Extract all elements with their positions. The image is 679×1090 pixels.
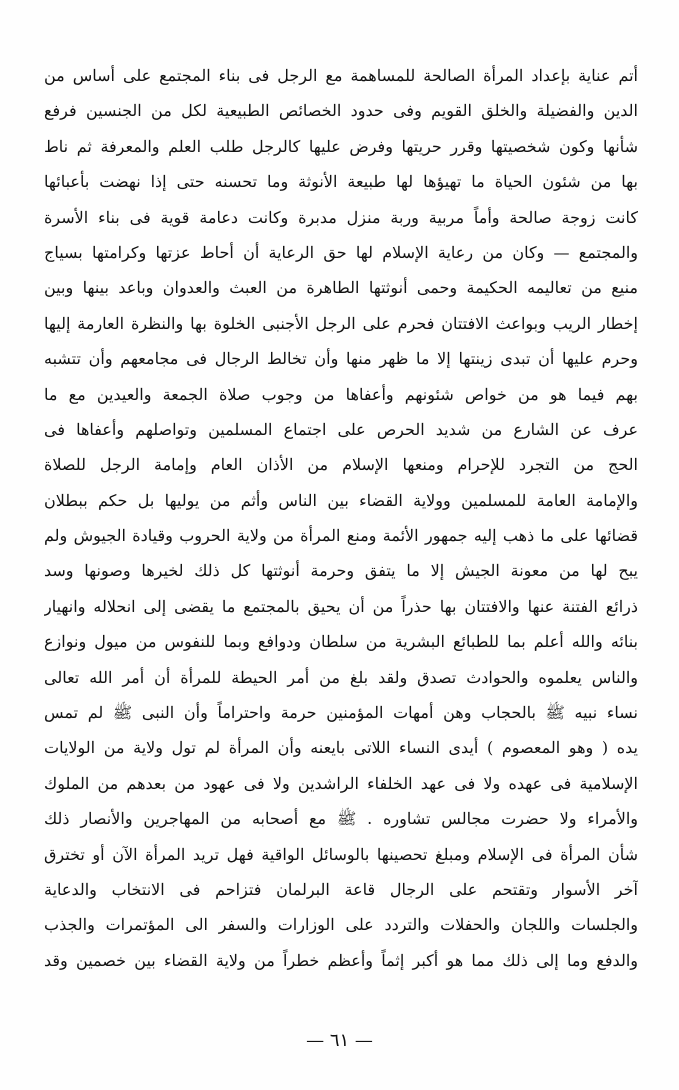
text-line: وحرم عليها أن تبدى زينتها إلا ما ظهر منها وأن تخالط الرجال فى مجامعهم وأن تتشبه: [44, 349, 638, 369]
text-line: والإمامة العامة للمسلمين وولاية القضاء بين الناس وأثم من يوليها بل حكم ببطلان: [44, 490, 638, 510]
body-text: [44, 58, 638, 978]
text-line: آخر الأسوار وتقتحم على الرجال قاعة البرلمان فتزاحم فى الانتخاب والدعاية: [44, 879, 638, 899]
text-line: والدفع وما إلى ذلك مما هو أكبر إثماً وأعظم خطراً من ولاية القضاء بين خصمين وقد: [44, 950, 638, 970]
text-line: يده ( وهو المعصوم ) أيدى النساء اللاتى بايعنه وأن المرأة لم تول ولاية من الولايات: [44, 738, 638, 758]
text-line: منيع من تعاليمه الحكيمة وحمى أنوثتها الطاهرة من العبث والعدوان وباعد بينها وبين: [44, 278, 638, 298]
text-line: ذرائع الفتنة عنها والافتتان بها حذراً من أن يحيق بالمجتمع ما يقضى إلى انحلاله وانهيار: [44, 596, 638, 616]
text-line: إخطار الريب وبواعث الافتتان فحرم على الرجل الأجنبى الخلوة بها والنظرة العارمة إليها: [44, 313, 638, 333]
page-number: — ٦١ —: [306, 1030, 373, 1051]
text-line: الحج من التجرد للإحرام ومنعها الإسلام من الأذان العام وإمامة الرجل للصلاة: [44, 455, 638, 475]
text-line: بها من شئون الحياة ما تهيؤها لها طبيعة الأنوثة وما تحسنه حتى إذا نهضت بأعبائها: [44, 172, 638, 192]
text-line: كانت زوجة صالحة وأماً مربية وربة منزل مدبرة وكانت دعامة قوية فى بناء الأسرة: [44, 207, 638, 227]
text-line: شأنها وكون شخصيتها وقرر حريتها وفرض عليها كالرجل طلب العلم والمعرفة ثم ناط: [44, 136, 638, 156]
text-line: والناس يعلموه والحوادث تصدق ولقد بلغ من أمر الحيطة للمرأة أن أمر الله تعالى: [44, 667, 638, 687]
text-line: عرف عن الشارع من شديد الحرص على اجتماع المسلمين وتواصلهم وأعفاها فى: [44, 419, 638, 439]
text-line: بهم فيما هو من خواص شئونهم وأعفاها من وجوب صلاة الجمعة والعيدين مع ما: [44, 384, 638, 404]
text-line: بنائه والله أعلم بما للطبائع البشرية من سلطان ودوافع وبما للنفوس من ميول ونوازع: [44, 632, 638, 652]
text-line: الدين والفضيلة والخلق القويم وفى حدود الخصائص الطبيعية لكل من الجنسين فرفع: [44, 101, 638, 121]
text-line: والجلسات واللجان والحفلات والتردد على الوزارات والسفر الى المؤتمرات والجذب: [44, 915, 638, 935]
text-line: والأمراء ولا حضرت مجالس تشاوره . ﷺ مع أصحابه من المهاجرين والأنصار ذلك: [44, 809, 638, 829]
text-line: قضائها على ما ذهب إليه جمهور الأئمة ومنع المرأة من ولاية الحروب وقيادة الجيوش ولم: [44, 526, 638, 546]
text-line: نساء نبيه ﷺ بالحجاب وهن أمهات المؤمنين حرمة واحتراماً وأن النبى ﷺ لم تمس: [44, 703, 638, 723]
text-line: الإسلامية فى عهده ولا فى عهد الخلفاء الراشدين ولا فى عهود من بعدهم من الملوك: [44, 773, 638, 793]
text-line: يبح لها من معونة الجيش إلا ما يتفق وحرمة أنوثتها كل ذلك لخيرها وصونها وسد: [44, 561, 638, 581]
text-line: شأن المرأة فى الإسلام ومبلغ تحصينها بالوسائل الواقية فهل تريد المرأة الآن أو تخترق: [44, 844, 638, 864]
text-line: والمجتمع — وكان من رعاية الإسلام لها حق الرعاية أن أحاط عزتها وكرامتها بسياج: [44, 242, 638, 262]
text-line: أتم عناية بإعداد المرأة الصالحة للمساهمة مع الرجل فى بناء المجتمع على أساس من: [44, 66, 638, 85]
